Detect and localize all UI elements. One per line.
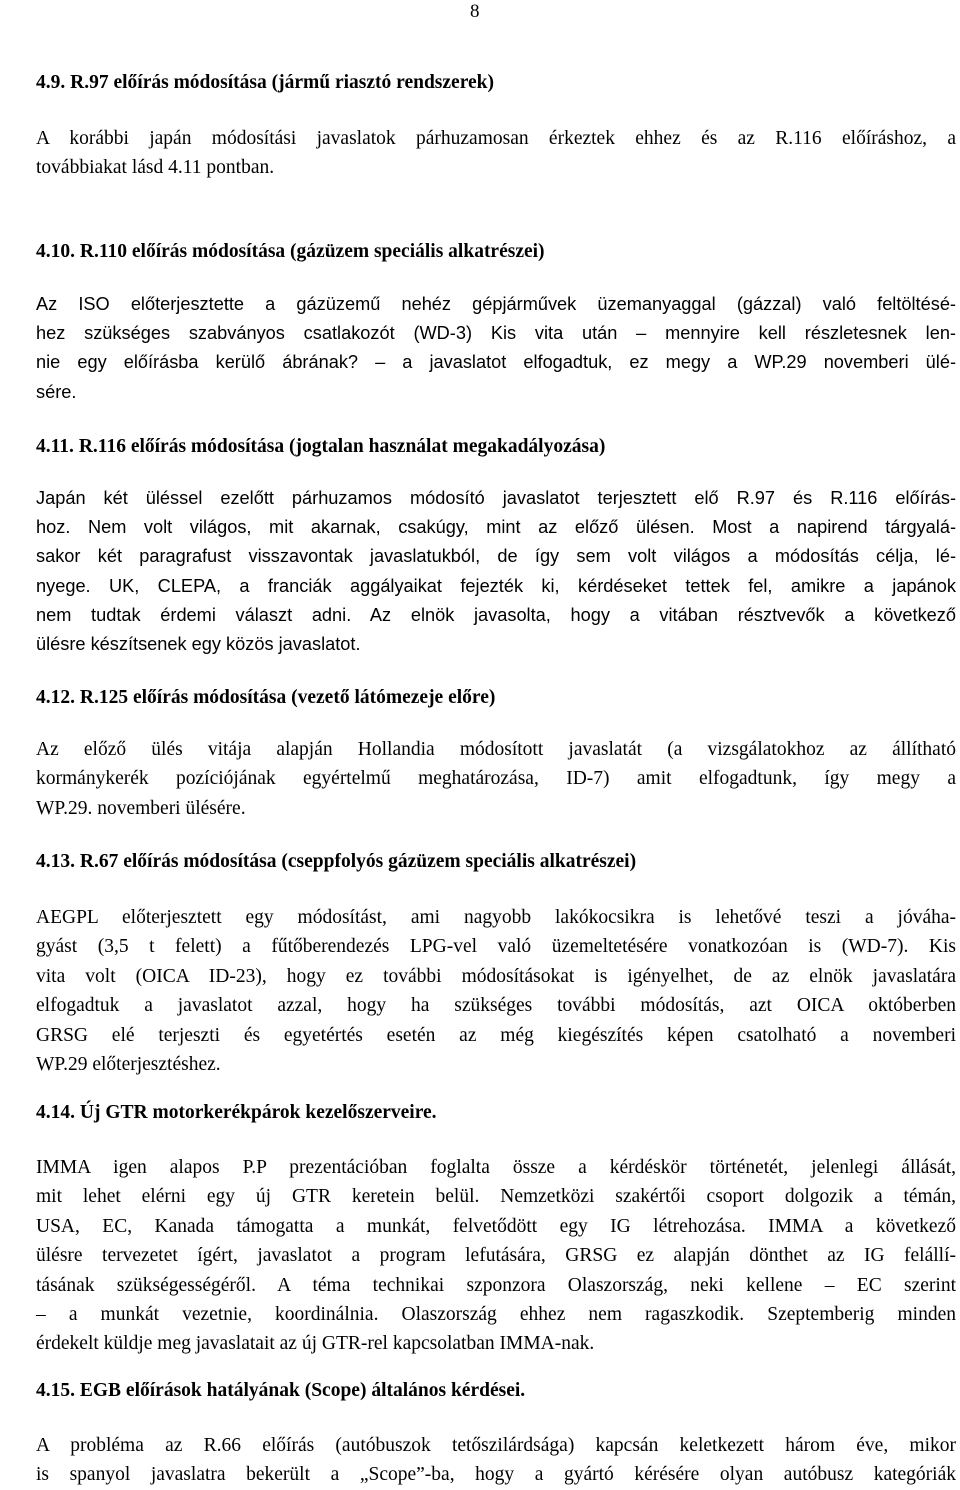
text-line: tásának szükségességéről. A téma technikai szponzora Olaszország, neki kellene – EC szerint [36,1274,956,1296]
text-line: A korábbi japán módosítási javaslatok párhuzamosan érkeztek ehhez és az R.116 előíráshoz, a [36,128,956,149]
text-line: Az ISO előterjesztette a gázüzemű nehéz gépjárművek üzemanyaggal (gázzal) való feltöltésé- [36,294,956,314]
section-title: R.125 előírás módosítása (vezető látómezeje előre) [79,687,496,708]
section-body-4-10 [36,290,956,407]
section-body-4-9 [36,124,956,183]
section-heading-4-11 [36,435,605,459]
text-line: GRSG elé terjeszti és egyetértés esetén az még kiegészítés képen csatolható a novemberi [36,1024,956,1046]
text-line: sére. [36,381,77,402]
section-title: R.97 előírás módosítása (jármű riasztó rendszerek) [70,72,495,93]
page-number: 8 [470,1,480,22]
text-line: gyást (3,5 t felett) a fűtőberendezés LPG-vel való üzemeltetésére vonatkozóan is (WD-7). Kis [36,936,956,958]
text-line: nem tudtak érdemi választ adni. Az elnök javasolta, hogy a vitában résztvevők a következő [36,604,956,625]
section-title: Új GTR motorkerékpárok kezelőszerveire. [79,1102,437,1123]
section-number: 4.9. [36,72,66,93]
section-body-4-15 [36,1431,956,1490]
section-number: 4.11. [36,436,74,457]
section-body-4-12 [36,735,956,823]
section-heading-4-14 [36,1101,437,1125]
text-line: elfogadtuk a javaslatot azzal, hogy ha szükséges további módosítás, azt OICA októberben [36,995,956,1017]
text-line: érdekelt küldje meg javaslatait az új GTR-rel kapcsolatban IMMA-nak. [36,1333,595,1355]
section-heading-4-13 [36,850,636,874]
section-number: 4.15. [36,1380,75,1401]
text-line: AEGPL előterjesztett egy módosítást, ami nagyobb lakókocsikra is lehetővé teszi a jóváha- [36,907,956,928]
text-line: kormánykerék pozíciójának egyértelmű meghatározása, ID-7) amit elfogadtunk, így megy a [36,768,956,790]
text-line: WP.29 előterjesztéshez. [36,1054,221,1076]
text-line: sakor két paragrafust visszavontak javaslatukból, de így sem volt világos a módosítás célja, lé- [36,546,956,567]
text-line: USA, EC, Kanada támogatta a munkát, felvetődött egy IG létrehozása. IMMA a következő [36,1215,956,1237]
section-number: 4.10. [36,241,75,262]
section-heading-4-15 [36,1379,525,1403]
text-line: hez szükséges szabványos csatlakozót (WD-3) Kis vita után – mennyire kell részletesnek len- [36,323,956,344]
section-title: R.67 előírás módosítása (cseppfolyós gázüzem speciális alkatrészei) [79,851,637,872]
section-number: 4.12. [36,687,75,708]
text-line: ülésre tervezetet ígért, javaslatot a program lefutására, GRSG ez alapján dönthet az IG felállí- [36,1245,956,1267]
section-heading-4-9 [36,71,494,95]
text-line: A probléma az R.66 előírás (autóbuszok tetőszilárdsága) kapcsán keletkezett három éve, mikor [36,1435,956,1456]
text-line: is spanyol javaslatra bekerült a „Scope”-ba, hogy a gyártó kérésére olyan autóbusz kategóriák [36,1464,956,1486]
text-line: ülésre készítsenek egy közös javaslatot. [36,634,361,655]
text-line: nyege. UK, CLEPA, a franciák aggályaikat fejezték ki, kérdéseket tettek fel, amikre a japánok [36,575,956,596]
section-heading-4-12 [36,686,495,710]
section-title: EGB előírások hatályának (Scope) általános kérdései. [79,1380,526,1401]
section-body-4-11 [36,484,956,659]
text-line: IMMA igen alapos P.P prezentációban foglalta össze a kérdéskör történetét, jelenlegi állását, [36,1157,956,1178]
text-line: nie egy előírásba kerülő ábrának? – a javaslatot elfogadtuk, ez megy a WP.29 novemberi ülé- [36,352,956,373]
section-body-4-14 [36,1153,956,1359]
section-title: R.110 előírás módosítása (gázüzem speciális alkatrészei) [79,241,545,262]
text-line: Az előző ülés vitája alapján Hollandia módosított javaslatát (a vizsgálatokhoz az állítható [36,739,956,760]
section-number: 4.14. [36,1102,75,1123]
text-line: hoz. Nem volt világos, mit akarnak, csakúgy, mint az előző ülésen. Most a napirend tárgyalá- [36,517,956,538]
text-line: vita volt (OICA ID-23), hogy ez további módosításokat is igényelhet, de az elnök javaslatára [36,965,956,987]
text-line: továbbiakat lásd 4.11 pontban. [36,157,275,179]
text-line: Japán két üléssel ezelőtt párhuzamos módosító javaslatot terjesztett elő R.97 és R.116 előírás- [36,488,956,508]
section-body-4-13 [36,903,956,1079]
section-heading-4-10 [36,240,545,264]
section-title: R.116 előírás módosítása (jogtalan használat megakadályozása) [78,436,606,457]
text-line: – a munkát vezetnie, koordinálnia. Olaszország ehhez nem ragaszkodik. Szeptemberig minden [36,1304,956,1326]
text-line: WP.29. novemberi ülésére. [36,797,246,819]
text-line: mit lehet elérni egy új GTR keretein belül. Nemzetközi szakértői csoport dolgozik a témán, [36,1186,956,1208]
section-number: 4.13. [36,851,75,872]
